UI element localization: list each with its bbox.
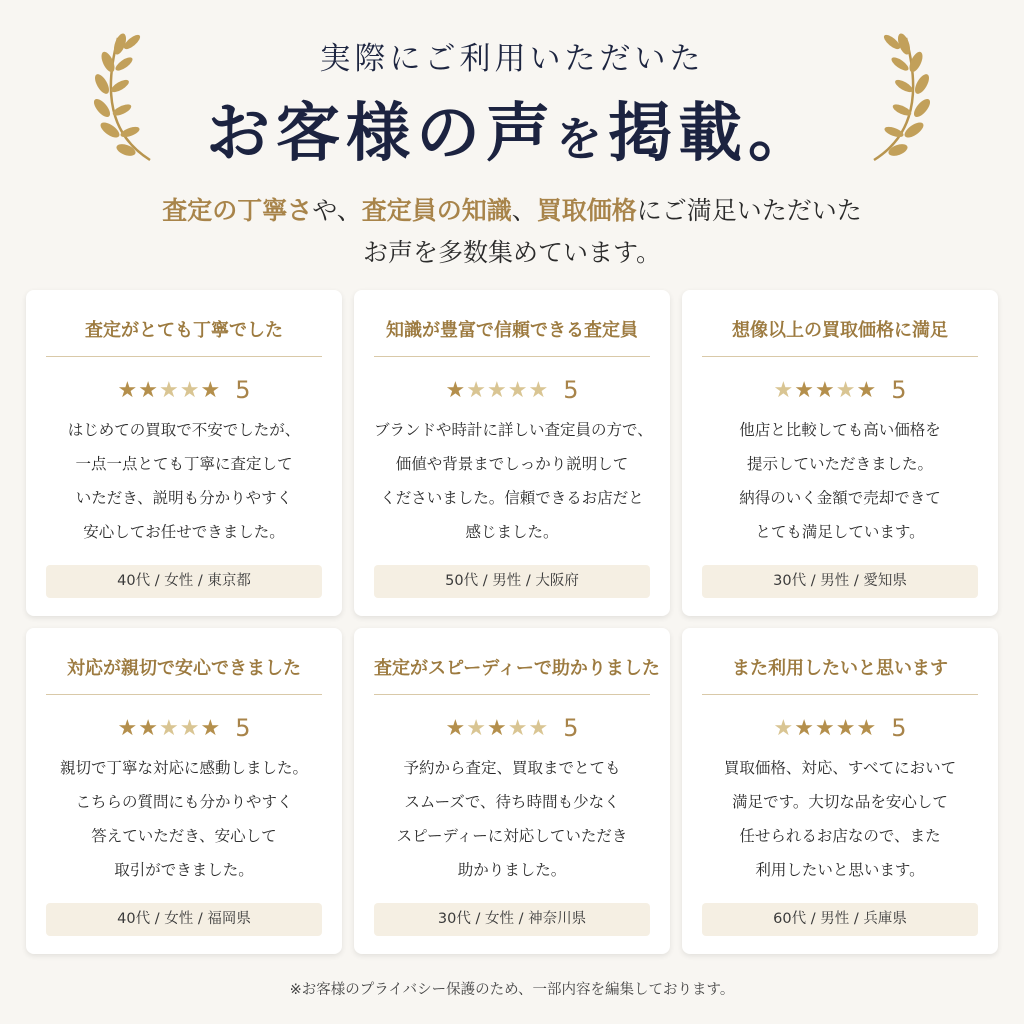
review-line: 親切で丁寧な対応に感動しました。 [59,759,308,777]
star-icon: ★ [138,378,159,403]
star-icon: ★ [179,378,201,403]
page-title [0,82,1024,174]
star-icon: ★ [814,378,836,403]
rating-value: 5 [235,376,251,404]
rating [46,375,322,405]
reviewer-profile: 50代 / 男性 / 大阪府 [374,565,650,598]
review-card [354,290,670,616]
review-line: ブランドや時計に詳しい査定員の方で、 [374,421,653,439]
rating [702,375,978,405]
star-icon: ★ [773,716,795,741]
title-part-2: を [556,112,608,166]
review-line: 他店と比較しても高い価格を [739,421,941,439]
star-icon: ★ [138,716,159,741]
review-line: 提示していただきました。 [746,455,933,473]
review-line: 利用したいと思います。 [755,861,925,879]
lead-text [0,190,1024,274]
review-line: 任せられるお店なので、また [739,827,941,845]
rating-value: 5 [235,714,251,742]
review-title: また利用したいと思います [702,654,978,695]
review-line: 助かりました。 [457,861,567,879]
star-icon: ★ [466,378,487,403]
review-line: 満足です。大切な品を安心して [732,793,948,811]
star-icon: ★ [528,716,550,741]
review-line: 感じました。 [465,523,559,541]
review-text [46,413,322,553]
review-title: 査定がスピーディーで助かりました [374,654,650,695]
review-line: いただき、説明も分かりやすく [75,489,293,507]
review-line: 取引ができました。 [114,861,254,879]
star-icon: ★ [507,378,529,403]
review-text [374,413,653,553]
star-icon: ★ [835,378,857,403]
star-icon: ★ [794,716,815,741]
review-line: 価値や背景までしっかり説明して [395,455,629,473]
star-icon: ★ [835,716,857,741]
review-card [26,628,342,954]
review-text [702,751,978,891]
review-card [682,290,998,616]
lead-highlight-2: 査定員の知識 [361,196,512,225]
reviewer-profile: 30代 / 男性 / 愛知県 [702,565,978,598]
lead-line-2: お声を多数集めています。 [362,238,661,267]
star-icon: ★ [117,716,139,741]
review-title: 査定がとても丁寧でした [46,316,322,357]
page-subtitle: 実際にご利用いただいた [319,41,705,77]
star-icon: ★ [486,378,508,403]
review-line: スピーディーに対応していただき [396,827,628,845]
star-icon: ★ [528,378,550,403]
star-icon: ★ [117,378,139,403]
privacy-footnote: ※お客様のプライバシー保護のため、一部内容を編集しております。 [289,982,735,998]
review-line: 一点一点とても丁寧に査定して [75,455,293,473]
review-line: はじめての買取で不安でしたが、 [67,421,301,439]
review-line: 納得のいく金額で売却できて [739,489,941,507]
rating [46,713,322,743]
review-text [374,751,650,891]
lead-text-2: 、 [511,196,537,225]
lead-text-3: にご満足いただいた [636,196,862,225]
star-icon: ★ [158,716,180,741]
review-line: くださいました。信頼できるお店だと [380,489,644,507]
star-icon: ★ [486,716,508,741]
star-icon: ★ [200,716,222,741]
review-line: とても満足しています。 [755,523,925,541]
review-title: 対応が親切で安心できました [46,654,322,695]
review-title: 想像以上の買取価格に満足 [702,316,978,357]
rating [374,375,650,405]
star-icon: ★ [445,716,467,741]
star-icon: ★ [794,378,815,403]
lead-line-1 [0,190,1024,232]
star-icon: ★ [179,716,201,741]
reviewer-profile: 60代 / 男性 / 兵庫県 [702,903,978,936]
star-icon: ★ [158,378,180,403]
star-icon: ★ [856,716,878,741]
lead-highlight-1: 査定の丁寧さ [162,196,313,225]
review-line: スムーズで、待ち時間も少なく [404,793,620,811]
rating-value: 5 [891,376,907,404]
review-text [702,413,978,553]
rating [374,713,650,743]
title-part-3: 掲載。 [608,96,818,171]
review-grid [26,290,998,954]
review-line: 答えていただき、安心して [91,827,277,845]
star-icon: ★ [856,378,878,403]
review-line: 予約から査定、買取までとても [403,759,621,777]
star-icon: ★ [814,716,836,741]
lead-text-1: や、 [312,196,362,225]
review-card [26,290,342,616]
review-card [354,628,670,954]
rating-value: 5 [563,714,579,742]
review-line: 買取価格、対応、すべてにおいて [723,759,957,777]
rating-value: 5 [563,376,579,404]
star-icon: ★ [200,378,222,403]
reviewer-profile: 40代 / 女性 / 東京都 [46,565,322,598]
lead-highlight-3: 買取価格 [536,196,637,225]
rating [702,713,978,743]
reviewer-profile: 30代 / 女性 / 神奈川県 [374,903,650,936]
review-title: 知識が豊富で信頼できる査定員 [374,316,650,357]
star-icon: ★ [773,378,795,403]
review-card [682,628,998,954]
review-text [46,751,322,891]
title-part-1: お客様の声 [206,96,556,171]
reviewer-profile: 40代 / 女性 / 福岡県 [46,903,322,936]
star-icon: ★ [466,716,487,741]
star-icon: ★ [507,716,529,741]
review-line: こちらの質問にも分かりやすく [75,793,293,811]
rating-value: 5 [891,714,907,742]
review-line: 安心してお任せできました。 [83,523,285,541]
star-icon: ★ [445,378,467,403]
